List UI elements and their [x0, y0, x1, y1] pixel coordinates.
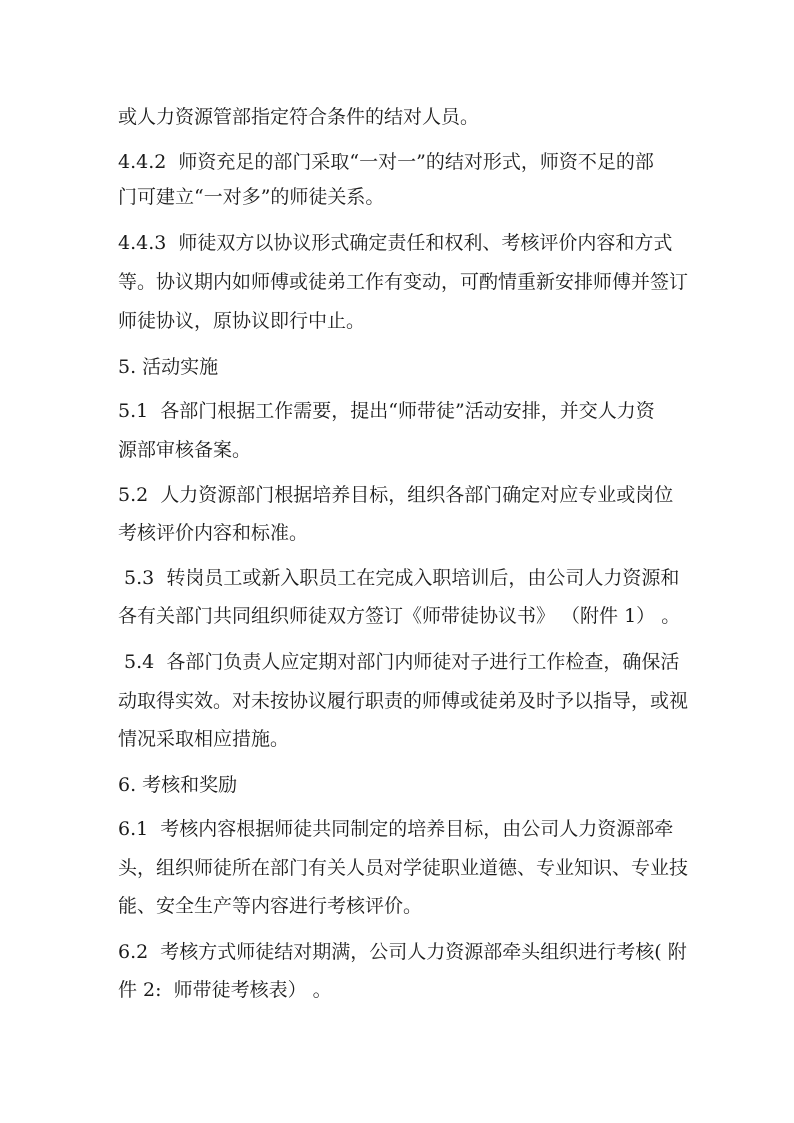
text-line-5-1: 5.1 各部门根据工作需要，提出“师带徒”活动安排，并交人力资	[118, 400, 655, 422]
text-line-5-2: 5.2 人力资源部门根据培养目标，组织各部门确定对应专业或岗位	[118, 484, 674, 506]
text-line-4-4-3-cont1: 等。协议期内如师傅或徒弟工作有变动，可酌情重新安排师傅并签订	[118, 271, 689, 293]
section-heading-5: 5. 活动实施	[118, 356, 219, 378]
text-line-4-4-2-cont: 门可建立“一对多”的师徒关系。	[118, 186, 385, 208]
text-line-4-4-3-cont2: 师徒协议，原协议即行中止。	[118, 310, 366, 332]
text-line-6-2-cont: 件 2: 师带徒考核表） 。	[118, 979, 332, 1001]
text-line-6-1: 6.1 考核内容根据师徒共同制定的培养目标，由公司人力资源部牵	[118, 818, 674, 840]
text-line-5-4-cont1: 动取得实效。对未按协议履行职责的师傅或徒弟及时予以指导，或视	[118, 690, 689, 712]
text-line-5-2-cont: 考核评价内容和标准。	[118, 522, 309, 544]
section-heading-6: 6. 考核和奖励	[118, 774, 238, 796]
text-line-6-2: 6.2 考核方式师徒结对期满，公司人力资源部牵头组织进行考核( 附	[118, 941, 687, 963]
text-line-6-1-cont2: 能、安全生产等内容进行考核评价。	[118, 895, 423, 917]
text-line-5-1-cont: 源部审核备案。	[118, 439, 252, 461]
text-line-5-3-cont: 各有关部门共同组织师徒双方签订《师带徒协议书》 （附件 1） 。	[118, 605, 681, 627]
text-line-5-4: 5.4 各部门负责人应定期对部门内师徒对子进行工作检查，确保活	[118, 651, 680, 673]
text-line-intro: 或人力资源管部指定符合条件的结对人员。	[118, 106, 480, 128]
text-line-4-4-2: 4.4.2 师资充足的部门采取“一对一”的结对形式，师资不足的部	[118, 151, 654, 173]
text-line-5-3: 5.3 转岗员工或新入职员工在完成入职培训后，由公司人力资源和	[118, 567, 680, 589]
text-line-4-4-3: 4.4.3 师徒双方以协议形式确定责任和权利、考核评价内容和方式	[118, 232, 673, 254]
text-line-5-4-cont2: 情况采取相应措施。	[118, 728, 290, 750]
text-line-6-1-cont1: 头，组织师徒所在部门有关人员对学徒职业道德、专业知识、专业技	[118, 857, 689, 879]
